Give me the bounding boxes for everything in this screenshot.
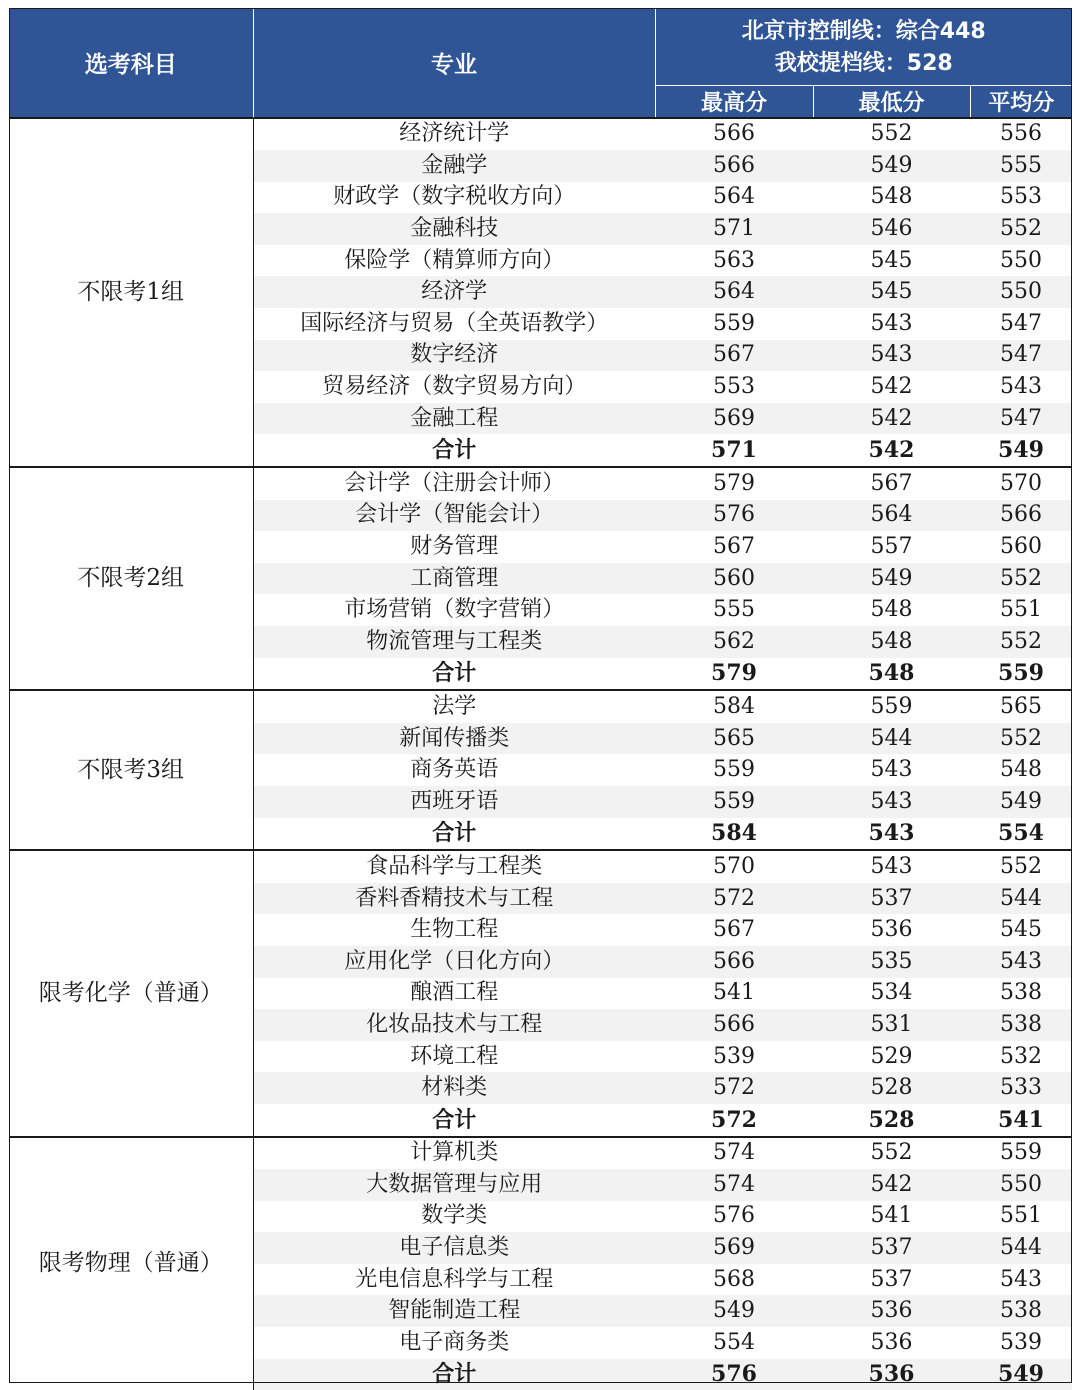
group-name: 限考物理（普通） [9,1137,253,1390]
min-score-cell: 536 [813,1295,970,1327]
min-score-cell: 545 [870,247,913,273]
avg-score-cell: 543 [970,946,1072,978]
min-score-cell: 543 [813,786,970,818]
major-cell: 材料类 [253,1072,655,1104]
avg-score-cell: 560 [1000,534,1043,560]
max-score-cell: 549 [655,1295,813,1327]
min-score-cell: 548 [870,184,913,210]
max-score-cell: 566 [655,946,813,978]
major-cell: 数字经济 [253,340,655,372]
table-row [9,850,1072,883]
group-section [9,1137,1072,1390]
major-cell: 食品科学与工程类 [366,853,543,879]
table-row [9,118,1072,151]
min-score-cell: 543 [870,310,913,336]
min-score-cell: 534 [870,980,913,1006]
avg-score-cell: 533 [970,1072,1072,1104]
major-cell: 电子商务类 [399,1329,510,1355]
max-score-cell: 571 [655,213,813,245]
min-score-cell: 542 [870,374,913,400]
major-cell: 智能制造工程 [253,1295,655,1327]
max-score-cell: 584 [713,693,755,719]
min-score-cell: 543 [813,340,970,372]
avg-score-cell: 548 [1000,757,1043,783]
admission-score-table [9,8,1072,1390]
table-row [9,1137,1072,1170]
avg-score-cell: 544 [970,1232,1072,1264]
major-cell: 大数据管理与应用 [253,1169,655,1201]
group-section [9,467,1072,690]
avg-score-cell: 549 [970,1359,1072,1390]
avg-score-cell: 554 [998,820,1044,847]
max-score-cell: 562 [655,626,813,658]
school-line: 我校提档线：528 [774,51,953,77]
min-score-cell: 543 [870,757,913,783]
avg-score-cell: 550 [1000,247,1043,273]
max-score-cell: 555 [713,597,755,623]
max-score-cell: 553 [713,374,755,400]
avg-score-cell: 545 [1000,917,1043,943]
avg-score-cell: 538 [970,1295,1072,1327]
min-score-cell: 546 [813,213,970,245]
control-line: 北京市控制线：综合448 [741,19,986,45]
avg-score-cell: 549 [998,437,1044,464]
min-score-cell: 543 [870,853,913,879]
avg-score-cell: 543 [1000,374,1043,400]
major-cell: 国际经济与贸易（全英语教学） [300,310,609,336]
min-score-cell: 542 [868,437,915,464]
max-score-cell: 539 [713,1043,755,1069]
major-cell: 市场营销（数字营销） [344,597,565,623]
avg-score-cell: 547 [1000,310,1043,336]
max-score-cell: 572 [655,883,813,915]
major-cell: 电子信息类 [253,1232,655,1264]
major-cell: 光电信息科学与工程 [355,1266,554,1292]
min-score-cell: 543 [868,820,915,847]
major-cell: 经济学 [253,276,655,308]
header-min: 最低分 [813,85,970,118]
min-score-cell: 541 [870,1203,913,1229]
major-cell: 生物工程 [410,917,499,943]
max-score-cell: 572 [655,1072,813,1104]
min-score-cell: 537 [813,883,970,915]
max-score-cell: 571 [711,437,757,464]
major-cell: 合计 [432,820,477,847]
table-row [9,690,1072,723]
group-section [9,118,1072,468]
avg-score-cell: 549 [970,786,1072,818]
min-score-cell: 548 [813,626,970,658]
major-cell: 物流管理与工程类 [253,626,655,658]
avg-score-cell: 539 [1000,1329,1043,1355]
min-score-cell: 535 [813,946,970,978]
max-score-cell: 576 [713,1203,755,1229]
header-major: 专业 [253,8,655,118]
avg-score-cell: 541 [998,1106,1044,1133]
group-name: 不限考1组 [9,118,253,468]
header-max: 最高分 [655,85,813,118]
avg-score-cell: 550 [970,276,1072,308]
avg-score-cell: 552 [970,213,1072,245]
max-score-cell: 572 [711,1106,757,1133]
min-score-cell: 544 [813,723,970,755]
avg-score-cell: 551 [1000,597,1043,623]
max-score-cell: 566 [655,150,813,182]
max-score-cell: 576 [655,500,813,532]
major-cell: 商务英语 [410,757,499,783]
max-score-cell: 567 [655,340,813,372]
major-cell: 工商管理 [253,563,655,595]
group-name: 不限考2组 [9,467,253,690]
max-score-cell: 554 [713,1329,755,1355]
major-cell: 经济统计学 [399,121,510,147]
max-score-cell: 559 [713,757,755,783]
min-score-cell: 545 [813,276,970,308]
group-section [9,850,1072,1136]
min-score-cell: 548 [868,660,915,687]
min-score-cell: 536 [870,1329,913,1355]
major-cell: 金融科技 [253,213,655,245]
major-cell: 金融学 [253,150,655,182]
major-cell: 合计 [432,437,477,464]
major-cell: 化妆品技术与工程 [253,1009,655,1041]
header-score-lines [655,8,1072,85]
avg-score-cell: 565 [1000,693,1043,719]
max-score-cell: 579 [713,470,755,496]
min-score-cell: 536 [813,1359,970,1390]
min-score-cell: 537 [813,1232,970,1264]
min-score-cell: 549 [813,150,970,182]
avg-score-cell: 551 [1000,1203,1043,1229]
group-section [9,690,1072,850]
major-cell: 财政学（数字税收方向） [333,184,576,210]
max-score-cell: 574 [655,1169,813,1201]
avg-score-cell: 547 [970,403,1072,435]
major-cell: 酿酒工程 [410,980,499,1006]
min-score-cell: 529 [870,1043,913,1069]
header-avg: 平均分 [970,85,1072,118]
major-cell: 会计学（注册会计师） [344,470,565,496]
max-score-cell: 579 [711,660,757,687]
avg-score-cell: 552 [970,723,1072,755]
max-score-cell: 574 [713,1140,755,1166]
max-score-cell: 564 [713,184,755,210]
major-cell: 贸易经济（数字贸易方向） [322,374,587,400]
max-score-cell: 576 [655,1359,813,1390]
avg-score-cell: 559 [1000,1140,1043,1166]
avg-score-cell: 544 [970,883,1072,915]
max-score-cell: 564 [655,276,813,308]
avg-score-cell: 552 [1000,853,1043,879]
group-name: 不限考3组 [9,690,253,850]
major-cell: 保险学（精算师方向） [344,247,565,273]
max-score-cell: 566 [655,1009,813,1041]
max-score-cell: 567 [713,917,755,943]
avg-score-cell: 552 [970,626,1072,658]
avg-score-cell: 566 [970,500,1072,532]
avg-score-cell: 538 [970,1009,1072,1041]
min-score-cell: 564 [813,500,970,532]
avg-score-cell: 532 [1000,1043,1043,1069]
major-cell: 西班牙语 [253,786,655,818]
min-score-cell: 528 [868,1106,915,1133]
max-score-cell: 565 [655,723,813,755]
max-score-cell: 570 [713,853,755,879]
min-score-cell: 552 [870,121,913,147]
table-row [9,467,1072,500]
max-score-cell: 567 [713,534,755,560]
max-score-cell: 566 [713,121,755,147]
avg-score-cell: 570 [1000,470,1043,496]
major-cell: 计算机类 [410,1140,499,1166]
max-score-cell: 559 [713,310,755,336]
group-name: 限考化学（普通） [9,850,253,1136]
max-score-cell: 560 [655,563,813,595]
min-score-cell: 557 [870,534,913,560]
major-cell: 合计 [432,1106,477,1133]
avg-score-cell: 559 [998,660,1044,687]
max-score-cell: 563 [713,247,755,273]
avg-score-cell: 553 [1000,184,1043,210]
max-score-cell: 541 [713,980,755,1006]
major-cell: 应用化学（日化方向） [253,946,655,978]
major-cell: 合计 [253,1359,655,1390]
min-score-cell: 537 [870,1266,913,1292]
major-cell: 环境工程 [410,1043,499,1069]
max-score-cell: 584 [711,820,757,847]
min-score-cell: 536 [870,917,913,943]
avg-score-cell: 547 [970,340,1072,372]
major-cell: 法学 [432,693,477,719]
min-score-cell: 542 [813,1169,970,1201]
avg-score-cell: 550 [970,1169,1072,1201]
min-score-cell: 567 [870,470,913,496]
max-score-cell: 568 [713,1266,755,1292]
avg-score-cell: 555 [970,150,1072,182]
max-score-cell: 569 [655,1232,813,1264]
min-score-cell: 552 [870,1140,913,1166]
max-score-cell: 569 [655,403,813,435]
major-cell: 会计学（智能会计） [253,500,655,532]
min-score-cell: 549 [813,563,970,595]
header-subject: 选考科目 [9,8,253,118]
max-score-cell: 559 [655,786,813,818]
avg-score-cell: 543 [1000,1266,1043,1292]
avg-score-cell: 556 [1000,121,1043,147]
major-cell: 新闻传播类 [253,723,655,755]
major-cell: 合计 [432,660,477,687]
avg-score-cell: 538 [1000,980,1043,1006]
major-cell: 数学类 [421,1203,488,1229]
avg-score-cell: 552 [970,563,1072,595]
min-score-cell: 548 [870,597,913,623]
major-cell: 财务管理 [410,534,499,560]
min-score-cell: 528 [813,1072,970,1104]
min-score-cell: 559 [870,693,913,719]
min-score-cell: 542 [813,403,970,435]
min-score-cell: 531 [813,1009,970,1041]
table-header [9,8,1072,118]
major-cell: 香料香精技术与工程 [253,883,655,915]
major-cell: 金融工程 [253,403,655,435]
